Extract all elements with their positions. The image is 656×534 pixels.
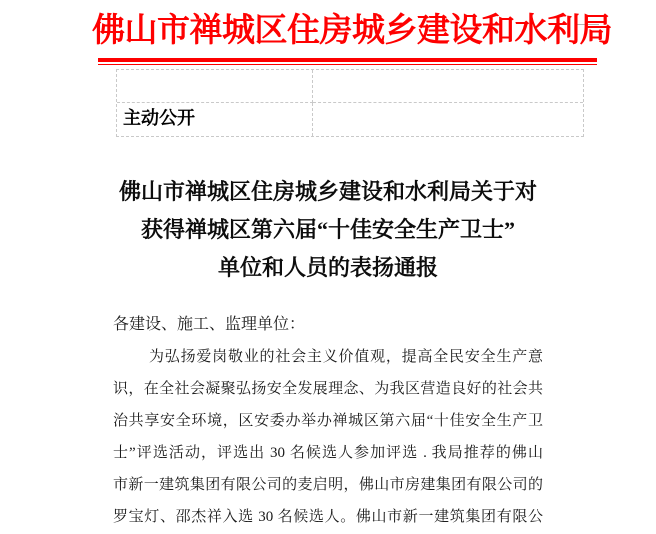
- body-line-3: 治共享安全环境，区安委办举办禅城区第六届“十佳安全生产卫: [113, 413, 543, 429]
- body-line-6: 罗宝灯、邵杰祥入选 30 名候选人。佛山市新一建筑集团有限公: [113, 509, 543, 525]
- agency-masthead: 佛山市禅城区住房城乡建设和水利局: [92, 13, 612, 49]
- title-line-1: 佛山市禅城区住房城乡建设和水利局关于对: [118, 179, 537, 204]
- red-divider-rule: [98, 58, 597, 65]
- title-line-3: 单位和人员的表扬通报: [217, 255, 438, 280]
- table-cell-r1c1: [117, 70, 313, 103]
- disclosure-label: 主动公开: [117, 103, 313, 136]
- salutation-line: 各建设、施工、监理单位：: [113, 316, 306, 333]
- body-line-4: 士”评选活动，评选出 30 名候选人参加评选 . 我局推荐的佛山: [113, 445, 543, 461]
- title-line-2: 获得禅城区第六届“十佳安全生产卫士”: [140, 217, 515, 242]
- body-line-2: 识，在全社会凝聚弘扬安全发展理念、为我区营造良好的社会共: [113, 381, 543, 397]
- body-line-1: 为弘扬爱岗敬业的社会主义价值观，提高全民安全生产意: [149, 349, 543, 365]
- table-cell-r1c2: [313, 70, 583, 103]
- body-text: [113, 309, 543, 533]
- disclosure-table: [116, 69, 584, 137]
- document-title: [113, 173, 543, 287]
- body-line-5: 市新一建筑集团有限公司的麦启明，佛山市房建集团有限公司的: [113, 477, 543, 493]
- table-cell-r2c2: [313, 103, 583, 136]
